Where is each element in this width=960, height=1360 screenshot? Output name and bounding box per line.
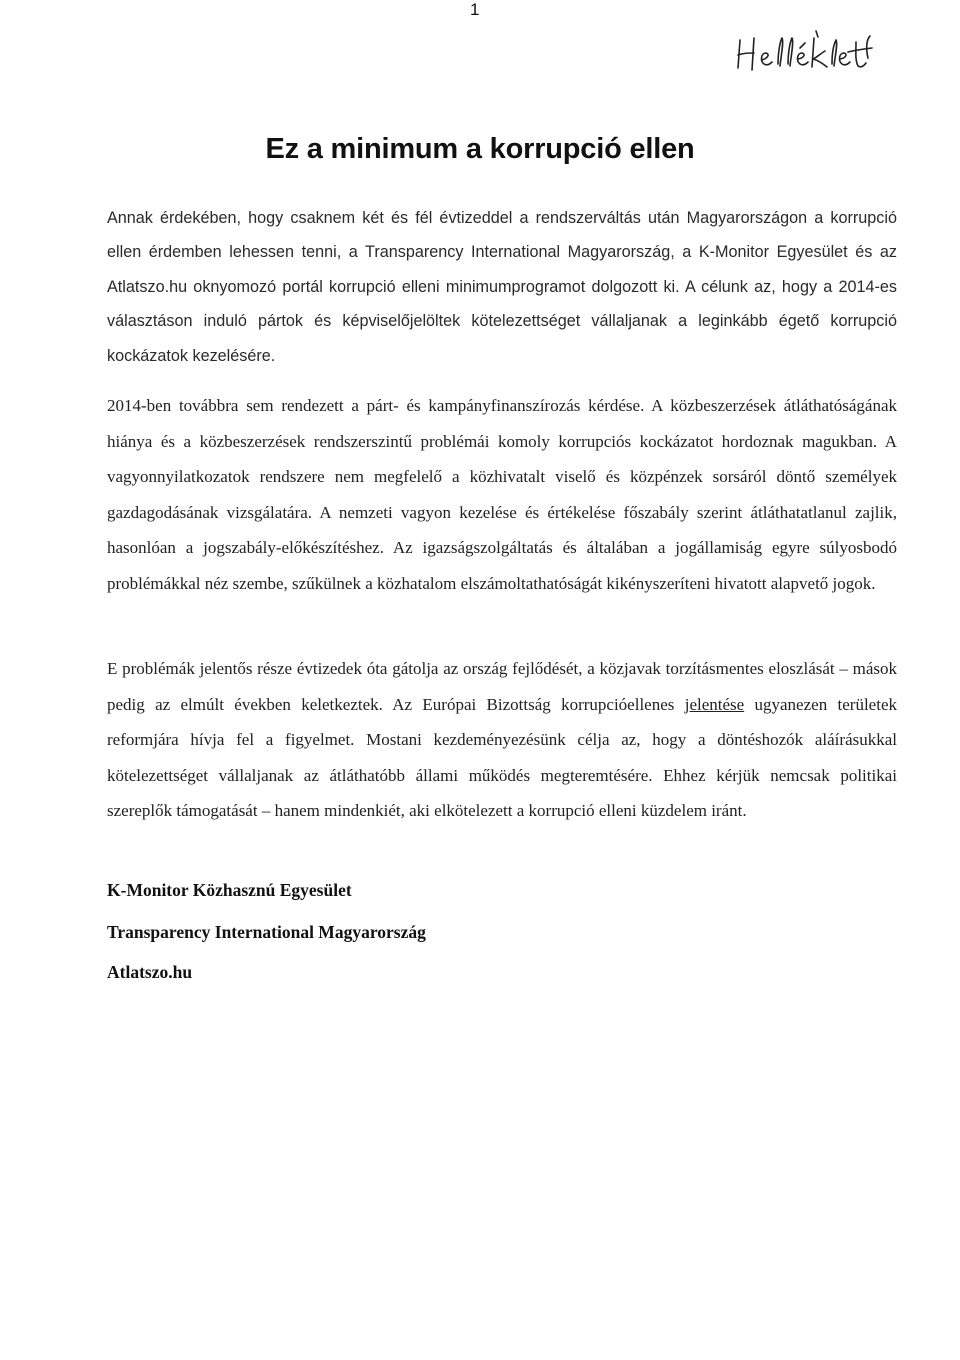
handwritten-annotation (732, 28, 902, 72)
page-number: 1 (470, 0, 480, 19)
paragraph-initiative (107, 651, 897, 829)
paragraph-initiative-part-2: ugyanezen területek reformjára hívja fel a figyelmet. Mostani kezdeményezésünk célja az, hogy a döntéshozók aláírásukkal kötelezettséget vállaljanak az átláthatóbb állami működés megteremtésére. Ehhez kérjük nemcsak politikai szereplők támogatását – hanem mindenkiét, aki elkötelezett a korrupció elleni küzdelem iránt. (107, 694, 897, 821)
paragraph-problems: 2014-ben továbbra sem rendezett a párt- és kampányfinanszírozás kérdése. A közbeszerzések átláthatóságának hiánya és a közbeszerzések rendszerszintű problémái komoly korrupciós kockázatot hordoznak magukban. A vagyonnyilatkozatok rendszere nem megfelelő a közhivatalt viselő és közpénzek sorsáról döntő személyek gazdagodásának vizsgálatára. A nemzeti vagyon kezelése és értékelése főszabály szerint átláthatatlanul zajlik, hasonlóan a jogszabály-előkészítéshez. Az igazságszolgáltatás és általában a jogállamiság egyre súlyosbodó problémákkal néz szembe, szűkülnek a közhatalom elszámoltathatóságát kikényszeríteni hivatott alapvető jogok. (107, 396, 897, 593)
paragraph-intro: Annak érdekében, hogy csaknem két és fél évtizeddel a rendszerváltás után Magyarországon a korrupció ellen érdemben lehessen tenni, a Transparency International Magyarország, a K-Monitor Egyesület és az Atlatszo.hu oknyomozó portál korrupció elleni minimumprogramot dolgozott ki. A célunk az, hogy a 2014-es választáson induló pártok és képviselőjelöltek kötelezettséget vállaljanak a leginkább égető korrupció kockázatok kezelésére. (107, 209, 897, 365)
signatory-atlatszo: Atlatszo.hu (107, 962, 193, 982)
document-title: Ez a minimum a korrupció ellen (265, 133, 695, 165)
signatory-k-monitor: K-Monitor Közhasznú Egyesület (107, 880, 352, 900)
signatory-transparency-international: Transparency International Magyarország (107, 922, 426, 942)
paragraph-initiative-part-1: E problémák jelentős része évtizedek óta gátolja az ország fejlődését, a közjavak torzításmentes eloszlását – mások pedig az elmúlt években keletkeztek. Az Európai Bizottság korrupcióellenes (107, 659, 897, 714)
report-link[interactable]: jelentése (684, 694, 745, 714)
